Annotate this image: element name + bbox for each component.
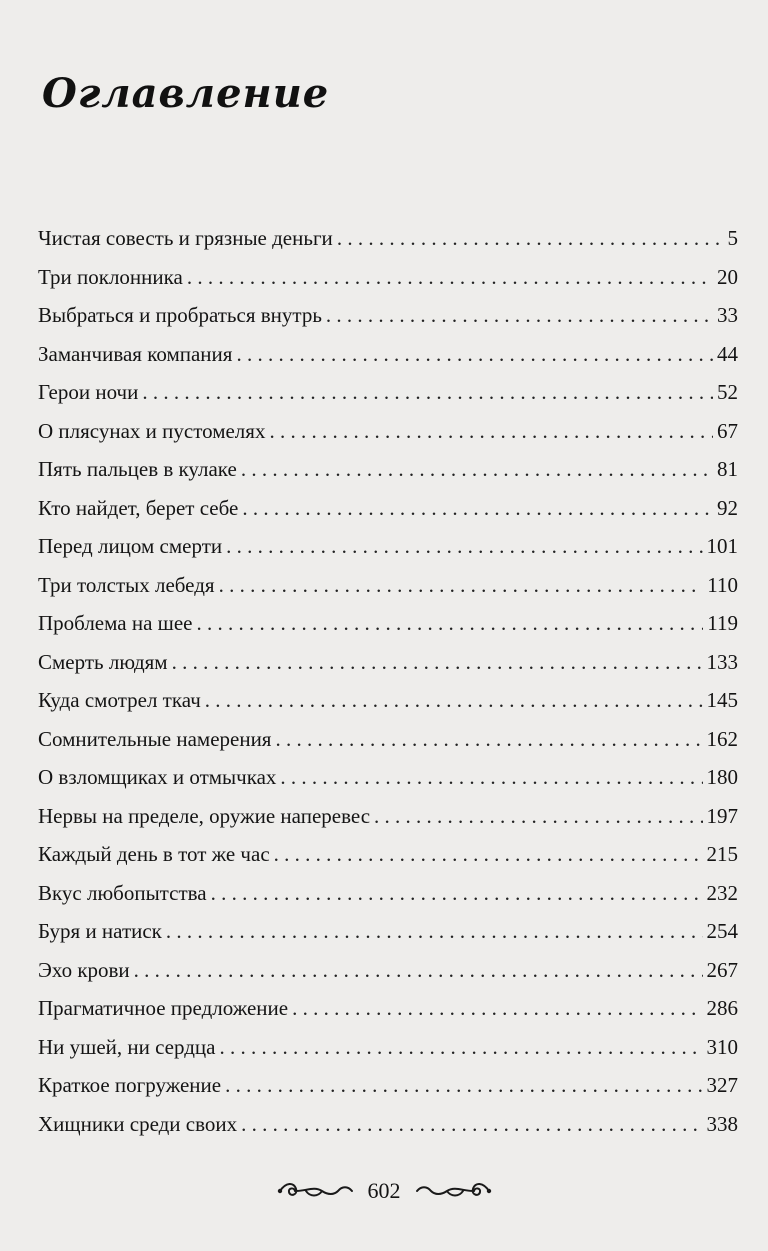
toc-entry-title: Нервы на пределе, оружие наперевес bbox=[38, 803, 371, 828]
toc-leader-dots bbox=[225, 1073, 702, 1098]
toc-entry-title: Краткое погружение bbox=[38, 1073, 222, 1097]
toc-entry-title: Перед лицом смерти bbox=[38, 534, 223, 558]
toc-entry-title: Куда смотрел ткач bbox=[38, 688, 201, 712]
toc-leader-dots bbox=[374, 804, 702, 829]
toc-entry-title: Проблема на шее bbox=[38, 611, 193, 635]
toc-leader-dots bbox=[166, 919, 703, 944]
toc-leader-dots bbox=[142, 380, 713, 405]
toc-leader-dots bbox=[292, 996, 702, 1021]
toc-entry-page: 20 bbox=[717, 264, 738, 289]
toc-entry-page: 52 bbox=[717, 380, 738, 404]
page-footer bbox=[0, 1178, 768, 1204]
toc-leader-dots bbox=[211, 881, 703, 906]
toc-entry[interactable] bbox=[38, 727, 738, 766]
toc-entry[interactable] bbox=[38, 380, 738, 419]
table-of-contents bbox=[38, 226, 738, 1150]
toc-entry[interactable] bbox=[38, 303, 738, 342]
toc-entry-page: 338 bbox=[706, 1111, 738, 1136]
toc-entry-title: Смерть людям bbox=[38, 649, 168, 674]
toc-leader-dots bbox=[236, 342, 713, 367]
toc-entry[interactable] bbox=[38, 611, 738, 650]
toc-entry[interactable] bbox=[38, 650, 738, 689]
toc-leader-dots bbox=[134, 958, 703, 983]
toc-entry-page: 67 bbox=[717, 418, 738, 443]
toc-entry[interactable] bbox=[38, 573, 738, 612]
toc-entry-page: 92 bbox=[717, 495, 738, 520]
toc-entry-page: 145 bbox=[706, 688, 738, 712]
toc-leader-dots bbox=[269, 419, 713, 444]
toc-entry[interactable] bbox=[38, 265, 738, 304]
toc-leader-dots bbox=[219, 573, 704, 598]
page-number: 602 bbox=[367, 1178, 401, 1203]
toc-entry-title: Эхо крови bbox=[38, 957, 130, 982]
toc-entry-page: 44 bbox=[717, 341, 738, 366]
toc-leader-dots bbox=[219, 1035, 702, 1060]
toc-entry-page: 162 bbox=[706, 726, 738, 751]
toc-leader-dots bbox=[275, 727, 702, 752]
toc-entry-title: Заманчивая компания bbox=[38, 341, 233, 366]
toc-entry-page: 110 bbox=[707, 572, 738, 597]
toc-entry-page: 197 bbox=[706, 803, 738, 828]
toc-entry[interactable] bbox=[38, 226, 738, 265]
toc-entry-title: Буря и натиск bbox=[38, 919, 162, 943]
left-ornament-icon bbox=[276, 1180, 356, 1202]
toc-entry-title: Чистая совесть и грязные деньги bbox=[38, 226, 333, 250]
toc-entry-title: Выбраться и пробраться внутрь bbox=[38, 303, 322, 327]
toc-leader-dots bbox=[187, 265, 713, 290]
toc-entry-title: Сомнительные намерения bbox=[38, 726, 272, 751]
toc-leader-dots bbox=[242, 496, 713, 521]
toc-entry-title: Ни ушей, ни сердца bbox=[38, 1034, 216, 1059]
toc-entry-page: 215 bbox=[706, 842, 738, 866]
toc-entry-page: 286 bbox=[706, 996, 738, 1020]
toc-entry[interactable] bbox=[38, 919, 738, 958]
toc-entry[interactable] bbox=[38, 804, 738, 843]
toc-entry-title: Пять пальцев в кулаке bbox=[38, 457, 237, 481]
toc-entry-title: Каждый день в тот же час bbox=[38, 842, 270, 866]
toc-entry-page: 180 bbox=[706, 765, 738, 789]
toc-entry-title: О взломщиках и отмычках bbox=[38, 765, 277, 789]
toc-entry[interactable] bbox=[38, 842, 738, 881]
toc-entry-page: 5 bbox=[727, 226, 738, 250]
toc-entry[interactable] bbox=[38, 342, 738, 381]
toc-entry[interactable] bbox=[38, 688, 738, 727]
toc-entry-page: 81 bbox=[717, 457, 738, 481]
toc-leader-dots bbox=[337, 226, 724, 251]
toc-leader-dots bbox=[196, 611, 703, 636]
toc-entry[interactable] bbox=[38, 996, 738, 1035]
page-title: Оглавление bbox=[42, 70, 330, 117]
toc-entry-page: 119 bbox=[707, 611, 738, 635]
toc-entry-title: Герои ночи bbox=[38, 380, 139, 404]
toc-leader-dots bbox=[241, 457, 713, 482]
toc-leader-dots bbox=[205, 688, 703, 713]
toc-entry-page: 327 bbox=[706, 1073, 738, 1097]
toc-entry-page: 254 bbox=[706, 919, 738, 943]
toc-leader-dots bbox=[226, 534, 702, 559]
toc-entry[interactable] bbox=[38, 496, 738, 535]
toc-entry-title: О плясунах и пустомелях bbox=[38, 418, 266, 443]
toc-entry[interactable] bbox=[38, 1073, 738, 1112]
toc-entry-title: Хищники среди своих bbox=[38, 1111, 238, 1136]
toc-entry-title: Кто найдет, берет себе bbox=[38, 495, 239, 520]
toc-entry[interactable] bbox=[38, 958, 738, 997]
toc-entry-page: 133 bbox=[706, 649, 738, 674]
toc-entry[interactable] bbox=[38, 881, 738, 920]
toc-entry[interactable] bbox=[38, 419, 738, 458]
toc-entry-title: Три поклонника bbox=[38, 264, 183, 289]
toc-leader-dots bbox=[326, 303, 713, 328]
right-ornament-icon bbox=[413, 1180, 493, 1202]
toc-entry-title: Прагматичное предложение bbox=[38, 996, 289, 1020]
toc-leader-dots bbox=[280, 765, 702, 790]
toc-entry-title: Вкус любопытства bbox=[38, 880, 207, 905]
toc-entry[interactable] bbox=[38, 765, 738, 804]
toc-leader-dots bbox=[274, 842, 703, 867]
toc-entry-page: 101 bbox=[706, 534, 738, 558]
toc-entry[interactable] bbox=[38, 457, 738, 496]
toc-entry[interactable] bbox=[38, 1112, 738, 1151]
toc-entry-page: 310 bbox=[706, 1034, 738, 1059]
toc-entry[interactable] bbox=[38, 1035, 738, 1074]
toc-entry[interactable] bbox=[38, 534, 738, 573]
toc-leader-dots bbox=[172, 650, 703, 675]
toc-entry-title: Три толстых лебедя bbox=[38, 572, 215, 597]
toc-leader-dots bbox=[241, 1112, 702, 1137]
toc-entry-page: 232 bbox=[706, 880, 738, 905]
toc-entry-page: 33 bbox=[717, 303, 738, 327]
toc-entry-page: 267 bbox=[706, 957, 738, 982]
